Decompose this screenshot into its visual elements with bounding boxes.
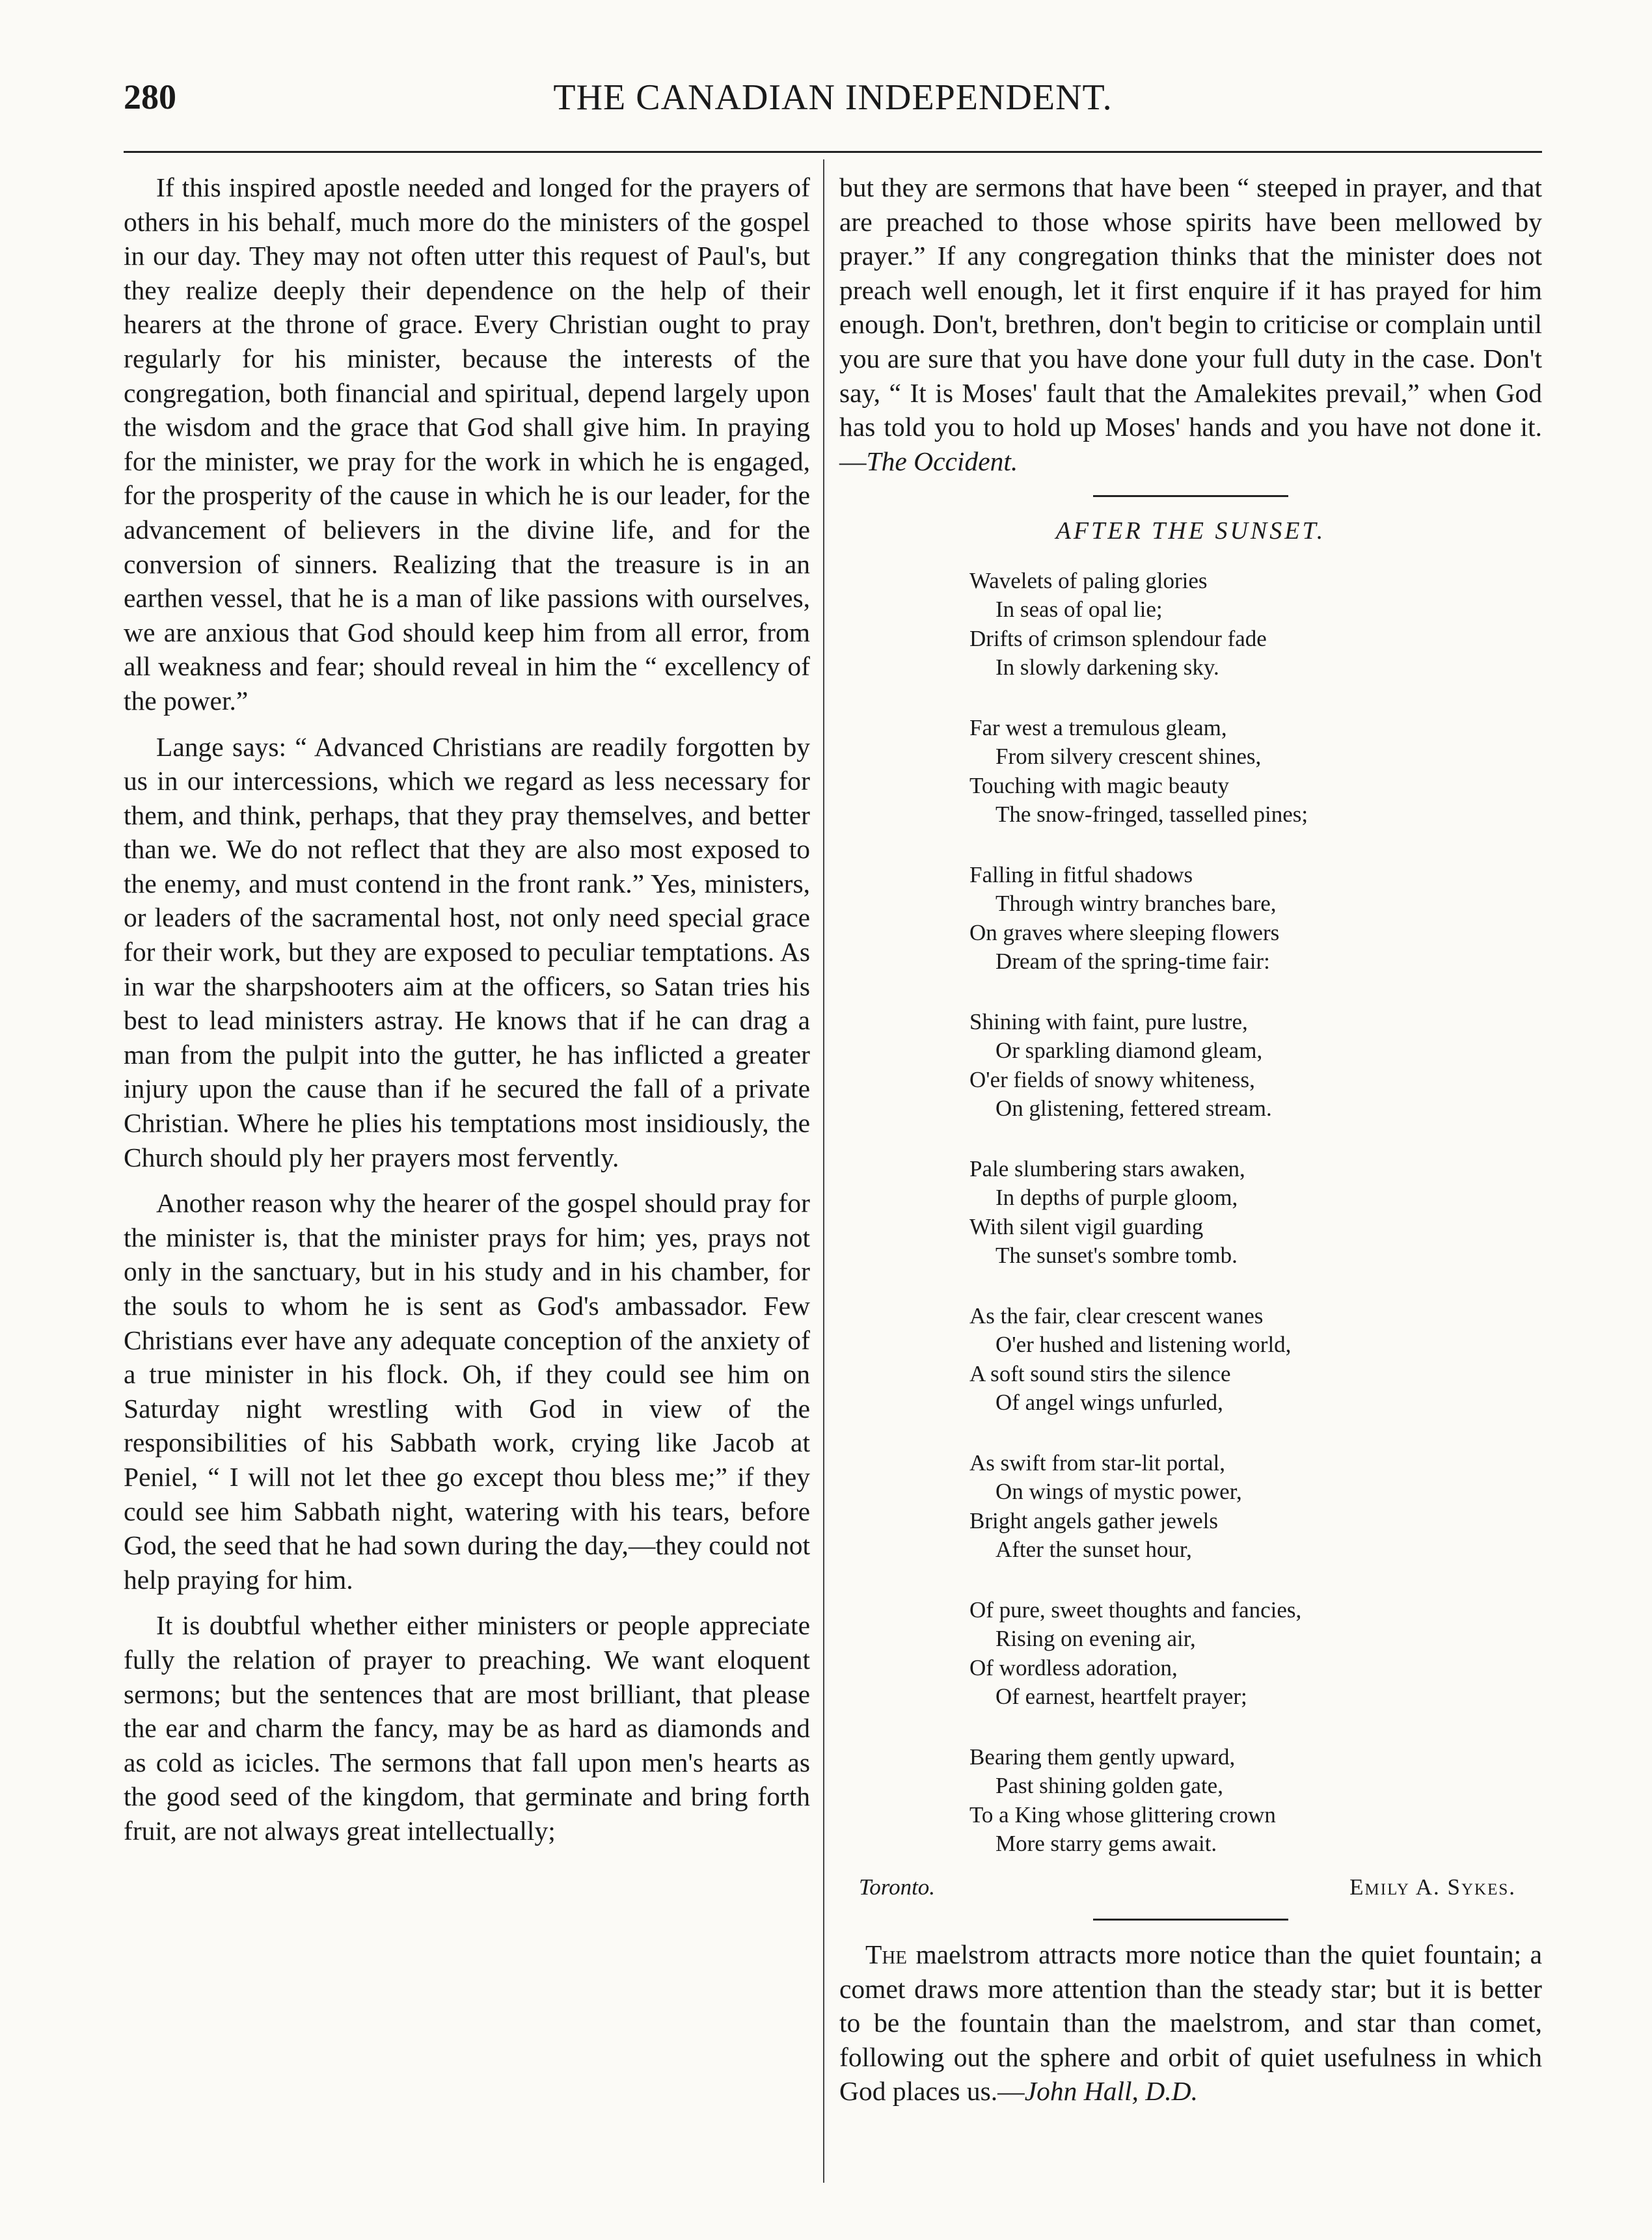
section-rule <box>1093 1919 1288 1921</box>
poem-stanza <box>969 714 1542 830</box>
closing-lead-word: The <box>865 1939 908 1969</box>
poem-line: Touching with magic beauty <box>969 772 1229 798</box>
poem-line: Or sparkling diamond gleam, <box>995 1038 1263 1064</box>
column-divider <box>823 159 824 2183</box>
poem-line: As swift from star-lit portal, <box>969 1450 1225 1476</box>
poem-line: Bright angels gather jewels <box>969 1507 1218 1533</box>
poem-line: Bearing them gently upward, <box>969 1744 1236 1770</box>
poem-line: In slowly darkening sky. <box>995 654 1219 681</box>
poem-signature <box>839 1870 1542 1902</box>
continuation-source: The Occident. <box>866 446 1018 476</box>
closing-paragraph <box>839 1937 1542 2109</box>
poem-line: The snow-fringed, tasselled pines; <box>995 802 1308 828</box>
poem-line: After the sunset hour, <box>995 1537 1192 1563</box>
section-rule <box>1093 495 1288 497</box>
poem-line: More starry gems await. <box>995 1831 1217 1857</box>
article-paragraph: It is doubtful whether either ministers or people appreciate fully the relation of prayer to preaching. We want eloquent sermons; but the sentences that are most brilliant, that please the ear and charm the fancy, may be as hard as diamonds and as cold as icicles. The sermons that fall upon men's hearts as the good seed of the kingdom, that germinate and bring forth fruit, are not always great intellectually; <box>124 1610 810 1846</box>
page-header <box>124 77 1542 129</box>
poem-line: Wavelets of paling glories <box>969 567 1208 593</box>
poem-line: Past shining golden gate, <box>995 1773 1223 1799</box>
poem-line: Of earnest, heartfelt prayer; <box>995 1684 1247 1710</box>
poem-stanza <box>969 861 1542 977</box>
poem-line: With silent vigil guarding <box>969 1213 1204 1239</box>
poem-line: To a King whose glittering crown <box>969 1801 1276 1828</box>
left-column <box>124 170 810 1860</box>
poem-stanza <box>969 567 1542 682</box>
poem-line: O'er fields of snowy whiteness, <box>969 1066 1255 1092</box>
poem-stanza <box>969 1743 1542 1859</box>
article-paragraph: If this inspired apostle needed and longed for the prayers of others in his behalf, much more do the ministers of the gospel in our day. They may not often utter this request of Paul's, but they realize deeply their dependence on the help of their hearers at the throne of grace. Every Christian ought to pray regularly for his minister, because the interests of the congregation, both financial and spiritual, depend largely upon the wisdom and the grace that God shall give him. In praying for the minister, we pray for the work in which he is engaged, for the prosperity of the cause in which he is our leader, for the advancement of believers in the divine life, and for the conversion of sinners. Realizing that the treasure is in an earthen vessel, that he is a man of like passions with ourselves, we are anxious that God should keep him from all error, from all weakness and fear; should reveal in him the “ excellency of the power.” <box>124 172 810 716</box>
poem-title: AFTER THE SUNSET. <box>1055 517 1326 545</box>
poem-line: Far west a tremulous gleam, <box>969 714 1227 740</box>
closing-text: maelstrom attracts more notice than the quiet fountain; a comet draws more attention than the steady star; but it is better to be the fountain than the maelstrom, and star than comet, following out the sphere and orbit of quiet usefulness in which God places us.— <box>839 1939 1542 2107</box>
poem-stanza <box>969 1155 1542 1271</box>
right-column <box>839 170 1542 2120</box>
poem-line: From silvery crescent shines, <box>995 744 1262 770</box>
poem-stanza <box>969 1008 1542 1124</box>
poem-line: Through wintry branches bare, <box>995 891 1277 917</box>
poem-line: O'er hushed and listening world, <box>995 1332 1292 1358</box>
poem-line: Dream of the spring-time fair: <box>995 949 1270 975</box>
poem-line: Pale slumbering stars awaken, <box>969 1155 1245 1181</box>
poem-line: As the fair, clear crescent wanes <box>969 1302 1264 1329</box>
header-rule <box>124 151 1542 153</box>
poem-place: Toronto. <box>859 1874 936 1900</box>
closing-source: John Hall, D.D. <box>1024 2076 1198 2107</box>
poem-line: Falling in fitful shadows <box>969 861 1193 887</box>
poem-line: Rising on evening air, <box>995 1626 1196 1652</box>
poem-line: The sunset's sombre tomb. <box>995 1243 1238 1269</box>
poem-line: Drifts of crimson splendour fade <box>969 625 1267 651</box>
continuation-text: but they are sermons that have been “ steeped in prayer, and that are preached to those whose spirits have been mellowed by prayer.” If any congregation thinks that the minister does not preach well enough, let it first enquire if it has prayed for him enough. Don't, brethren, don't begin to criticise or complain until you are sure that you have done your full duty in the case. Don't say, “ It is Moses' fault that the Amalekites prevail,” when God has told you to hold up Moses' hands and you have not done it.— <box>839 172 1542 476</box>
poem-line: A soft sound stirs the silence <box>969 1360 1231 1386</box>
article-paragraph: Another reason why the hearer of the gospel should pray for the minister is, that the minister prays for him; yes, prays not only in the sanctuary, but in his study and in his chamber, for the souls to whom he is sent as God's ambassador. Few Christians ever have any adequate conception of the anxiety of a true minister in his flock. Oh, if they could see him on Saturday night wrestling with God in view of the responsibilities of his Sabbath work, crying like Jacob at Peniel, “ I will not let thee go except thou bless me;” if they could see him Sabbath night, watering with his tears, before God, the seed that he had sown during the day,—they could not help praying for him. <box>124 1188 810 1595</box>
poem-line: On graves where sleeping flowers <box>969 919 1280 945</box>
poem <box>969 567 1542 1859</box>
poem-line: In seas of opal lie; <box>995 597 1163 623</box>
poem-line: On glistening, fettered stream. <box>995 1096 1272 1122</box>
poem-line: Of angel wings unfurled, <box>995 1390 1223 1416</box>
poem-line: In depths of purple gloom, <box>995 1185 1238 1211</box>
poem-line: Of pure, sweet thoughts and fancies, <box>969 1597 1302 1623</box>
poem-stanza <box>969 1449 1542 1565</box>
poem-line: On wings of mystic power, <box>995 1479 1242 1505</box>
poem-author: Emily A. Sykes. <box>1349 1874 1516 1900</box>
article-paragraph: Lange says: “ Advanced Christians are readily forgotten by us in our intercessions, which we regard as less necessary for them, and think, perhaps, that they pray themselves, and better than we. We do not reflect that they are also most exposed to the enemy, and must contend in the front rank.” Yes, ministers, or leaders of the sacramental host, not only need special grace for their work, but they are exposed to peculiar temptations. As in war the sharpshooters aim at the officers, so Satan tries his best to lead ministers astray. He knows that if he can drag a man from the pulpit into the gutter, he has inflicted a greater injury upon the cause than if he secured the fall of a private Christian. Where he plies his temptations most insidiously, the Church should ply her prayers most fervently. <box>124 731 810 1172</box>
page-number: 280 <box>124 77 176 116</box>
closing-item <box>839 1937 1542 2109</box>
poem-stanza <box>969 1596 1542 1712</box>
running-head: THE CANADIAN INDEPENDENT. <box>553 77 1113 118</box>
poem-line: Shining with faint, pure lustre, <box>969 1008 1248 1034</box>
poem-line: Of wordless adoration, <box>969 1654 1178 1680</box>
article-continuation <box>839 170 1542 478</box>
poem-stanza <box>969 1302 1542 1418</box>
